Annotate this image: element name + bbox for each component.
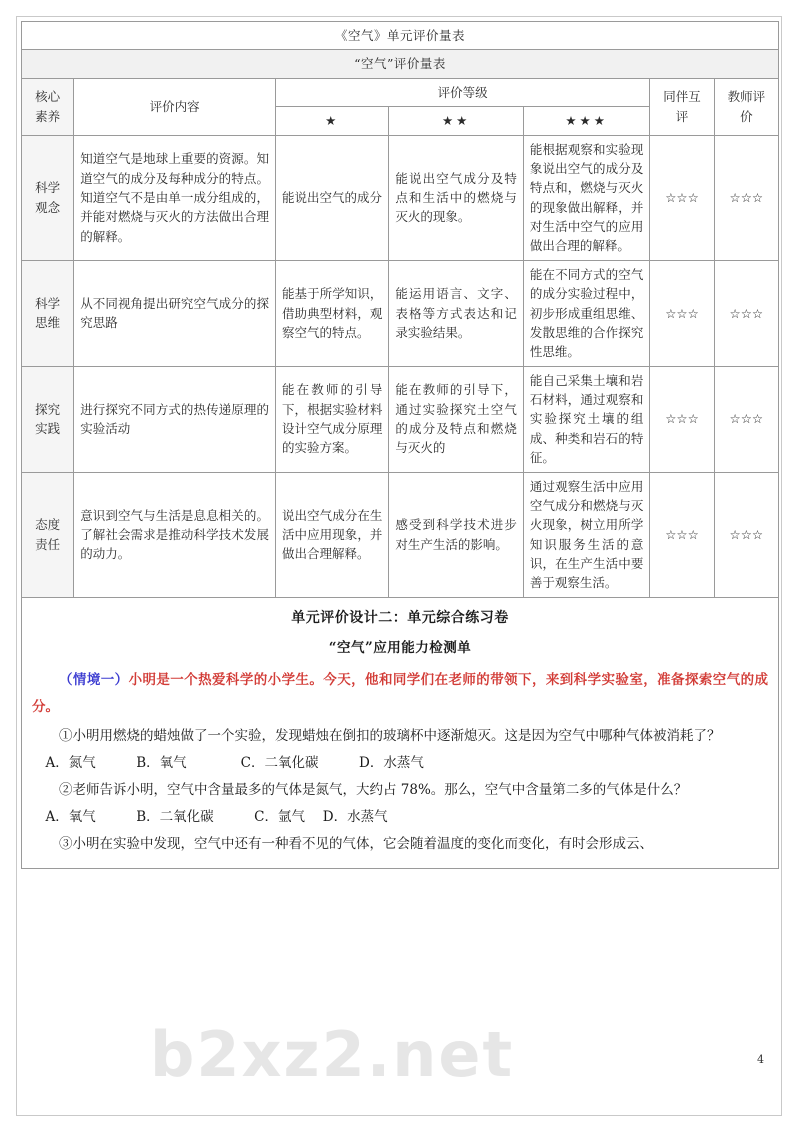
row-level-3: 能根据观察和实验现象说出空气的成分及特点和，燃烧与灭火的现象做出解释，并对生活中空气的应用做出合理的解释。: [523, 135, 649, 260]
header-teacher-line1: 教师评: [727, 89, 766, 105]
header-peer-line2: 评: [675, 108, 689, 124]
peer-rating-stars[interactable]: ☆☆☆: [650, 366, 714, 472]
row-level-2: 能在教师的引导下，通过实验探究土空气的成分及特点和燃烧与灭火的: [389, 366, 524, 472]
question-1: ①小明用燃烧的蜡烛做了一个实验，发现蜡烛在倒扣的玻璃杯中逐渐熄灭。这是因为空气中哪种气体被消耗了？: [59, 727, 721, 744]
star-level-3-icon: ★★★: [523, 107, 649, 135]
row-level-3: 能在不同方式的空气的成分实验过程中，初步形成重组思维、发散思维的合作探究性思维。: [523, 260, 649, 366]
header-dimension: [22, 78, 74, 135]
row-content: 从不同视角提出研究空气成分的探究思路: [74, 260, 276, 366]
question-3: ③小明在实验中发现，空气中还有一种看不见的气体，它会随着温度的变化而变化，有时会形成云、: [59, 835, 653, 852]
row-dimension-line2: 责任: [35, 536, 61, 552]
scenario-text: 小明是一个热爱科学的小学生。今天，他和同学们在老师的带领下，来到科学实验室，准备探索空气的成分。: [32, 671, 769, 715]
header-dimension-line1: 核心: [35, 89, 61, 105]
star-level-1-icon: ★: [275, 107, 388, 135]
question-2-options: A．氧气 B．二氧化碳 C．氩气 D．水蒸气: [45, 808, 388, 825]
row-content: 进行探究不同方式的热传递原理的实验活动: [74, 366, 276, 472]
row-dimension-line1: 探究: [35, 401, 61, 417]
table-row: [22, 135, 779, 260]
table-row: [22, 366, 779, 472]
peer-rating-stars[interactable]: ☆☆☆: [650, 135, 714, 260]
table-row: [22, 260, 779, 366]
table-row: [22, 472, 779, 597]
header-peer-line1: 同伴互: [663, 89, 701, 105]
header-content: 评价内容: [74, 78, 276, 135]
peer-rating-stars[interactable]: ☆☆☆: [650, 472, 714, 597]
row-dimension: [22, 135, 74, 260]
table-caption-row: [22, 50, 779, 78]
peer-rating-stars[interactable]: ☆☆☆: [650, 260, 714, 366]
teacher-rating-stars[interactable]: ☆☆☆: [714, 472, 778, 597]
teacher-rating-stars[interactable]: ☆☆☆: [714, 135, 778, 260]
watermark: b2xz2.net: [150, 1018, 515, 1091]
row-dimension-line1: 科学: [35, 180, 61, 196]
row-level-1: 能基于所学知识，借助典型材料，观察空气的特点。: [275, 260, 388, 366]
header-row-top: [22, 78, 779, 106]
scenario-tag: （情境一）: [59, 671, 129, 688]
row-dimension-line2: 实践: [35, 421, 61, 437]
rubric-table: [21, 21, 779, 598]
row-dimension-line1: 科学: [35, 295, 61, 311]
row-level-2: 感受到科学技术进步对生产生活的影响。: [389, 472, 524, 597]
question-2: ②老师告诉小明，空气中含量最多的气体是氮气，大约占 78%。那么，空气中含量第二多的气体是什么？: [59, 781, 688, 798]
header-levels-group: 评价等级: [275, 78, 649, 106]
page-content: [21, 21, 779, 869]
row-dimension: [22, 472, 74, 597]
star-level-2-icon: ★★: [389, 107, 524, 135]
page-number: 4: [757, 1053, 764, 1066]
row-level-3: 通过观察生活中应用空气成分和燃烧与灭火现象，树立用所学知识服务生活的意识，在生产生活中要善于观察生活。: [523, 472, 649, 597]
row-level-1: 说出空气成分在生活中应用现象，并做出合理解释。: [275, 472, 388, 597]
row-level-2: 能运用语言、文字、表格等方式表达和记录实验结果。: [389, 260, 524, 366]
header-teacher-review: [714, 78, 778, 135]
row-dimension: [22, 260, 74, 366]
row-level-1: 能在教师的引导下，根据实验材料设计空气成分原理的实验方案。: [275, 366, 388, 472]
question-1-options: A．氮气 B．氧气 C．二氧化碳 D．水蒸气: [45, 754, 424, 771]
row-level-3: 能自己采集土壤和岩石材料，通过观察和实验探究土壤的组成、种类和岩石的特征。: [523, 366, 649, 472]
table-caption: “空气”评价量表: [22, 50, 779, 78]
page-title: 《空气》单元评价量表: [22, 22, 779, 50]
section-two: [21, 598, 779, 869]
section-heading: 单元评价设计二：单元综合练习卷: [291, 609, 509, 626]
scenario-paragraph: [32, 667, 768, 721]
row-dimension-line1: 态度: [35, 517, 61, 533]
row-dimension: [22, 366, 74, 472]
document-title-row: [22, 22, 779, 50]
row-dimension-line2: 观念: [35, 199, 61, 215]
teacher-rating-stars[interactable]: ☆☆☆: [714, 260, 778, 366]
header-dimension-line2: 素养: [35, 108, 61, 124]
header-teacher-line2: 价: [740, 108, 753, 124]
section-subheading: “空气”应用能力检测单: [328, 639, 472, 656]
row-dimension-line2: 思维: [35, 315, 61, 331]
row-content: 意识到空气与生活是息息相关的。了解社会需求是推动科学技术发展的动力。: [74, 472, 276, 597]
teacher-rating-stars[interactable]: ☆☆☆: [714, 366, 778, 472]
row-level-1: 能说出空气的成分: [275, 135, 388, 260]
row-level-2: 能说出空气成分及特点和生活中的燃烧与灭火的现象。: [389, 135, 524, 260]
row-content: 知道空气是地球上重要的资源。知道空气的成分及每种成分的特点。知道空气不是由单一成分组成的，并能对燃烧与灭火的方法做出合理的解释。: [74, 135, 276, 260]
header-peer-review: [650, 78, 714, 135]
